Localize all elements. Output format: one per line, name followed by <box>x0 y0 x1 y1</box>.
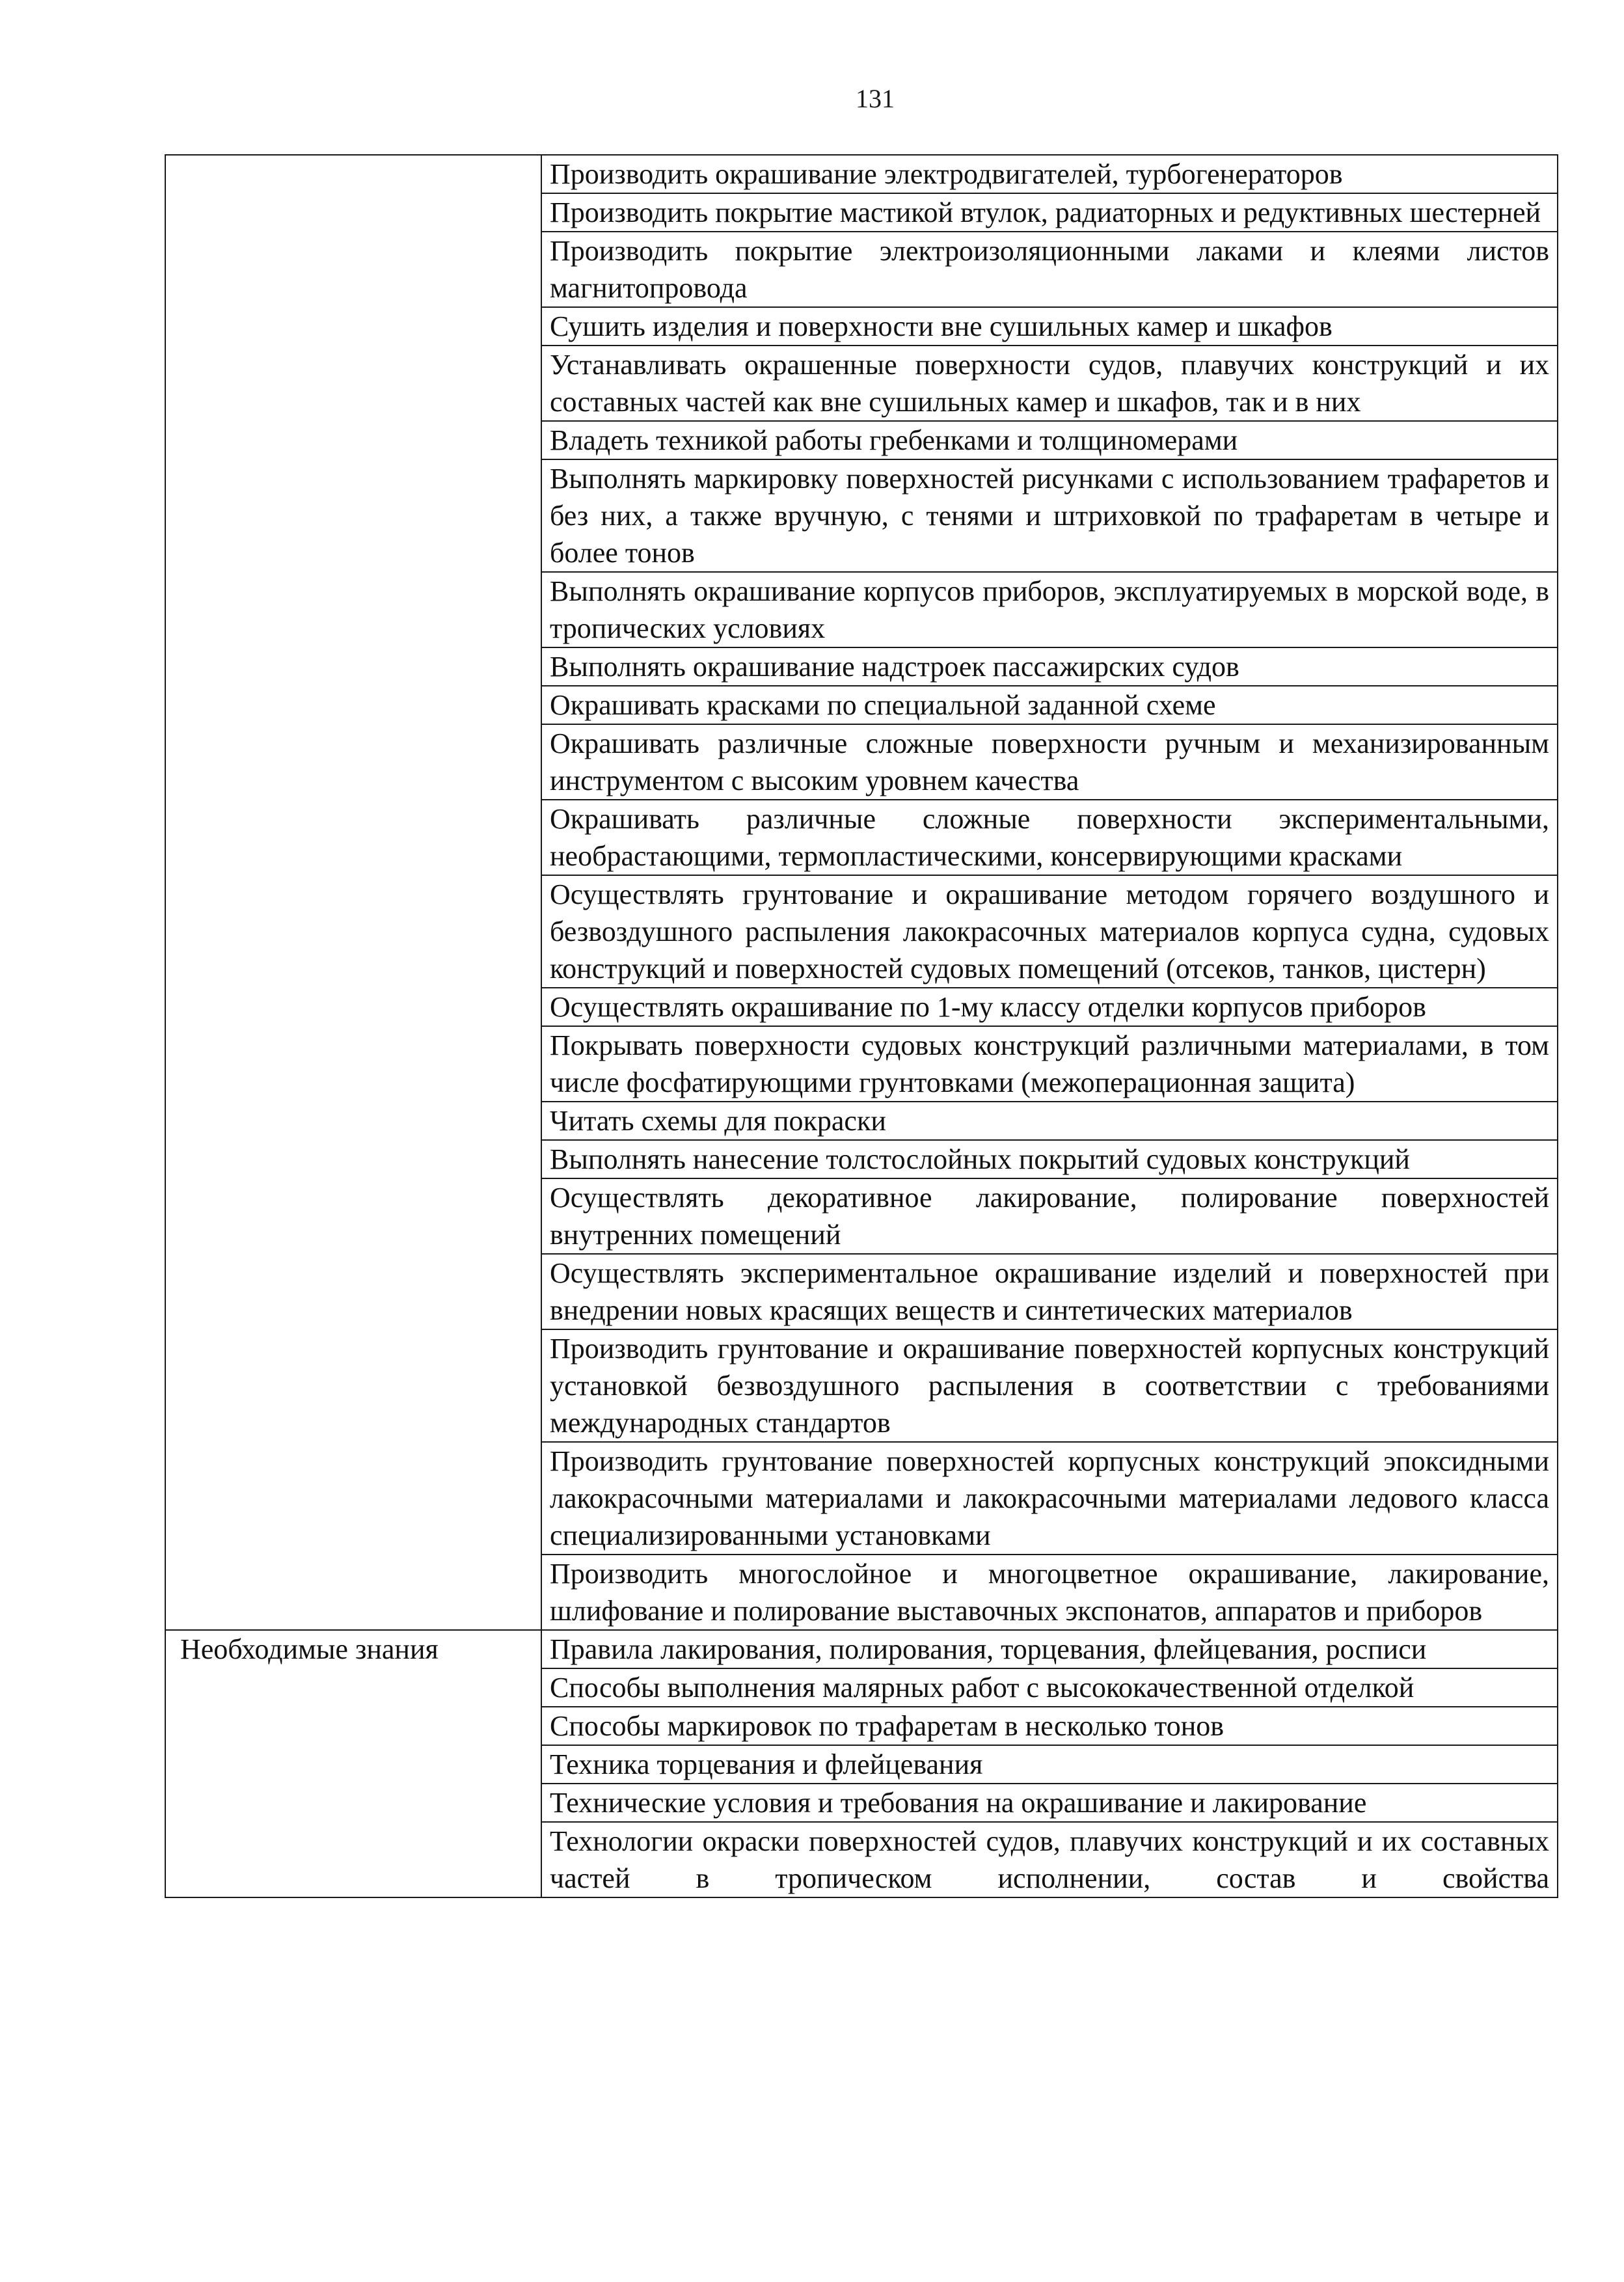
list-item: Производить многослойное и многоцветное окрашивание, лакирование, шлифование и полирование выставочных экспонатов, аппаратов и приборов <box>541 1555 1558 1630</box>
list-item: Осуществлять грунтование и окрашивание методом горячего воздушного и безвоздушного распыления лакокрасочных материалов корпуса судна, судовых конструкций и поверхностей судовых помещений (отсеков, танков, цистерн) <box>541 875 1558 988</box>
section-label <box>165 155 541 1630</box>
list-item: Выполнять окрашивание корпусов приборов, эксплуатируемых в морской воде, в тропических условиях <box>541 572 1558 647</box>
list-item: Выполнять окрашивание надстроек пассажирских судов <box>541 647 1558 686</box>
list-item: Читать схемы для покраски <box>541 1102 1558 1140</box>
page-number: 131 <box>856 84 895 113</box>
list-item: Окрашивать красками по специальной заданной схеме <box>541 686 1558 724</box>
list-item: Производить грунтование поверхностей корпусных конструкций эпоксидными лакокрасочными материалами и лакокрасочными материалами ледового класса специализированными установками <box>541 1442 1558 1555</box>
list-item: Осуществлять окрашивание по 1-му классу отделки корпусов приборов <box>541 988 1558 1026</box>
list-item: Технические условия и требования на окрашивание и лакирование <box>541 1784 1558 1822</box>
list-item: Покрывать поверхности судовых конструкций различными материалами, в том числе фосфатирующими грунтовками (межоперационная защита) <box>541 1026 1558 1102</box>
list-item: Производить покрытие мастикой втулок, радиаторных и редуктивных шестерней <box>541 193 1558 232</box>
list-item: Технологии окраски поверхностей судов, плавучих конструкций и их составных частей в тропическом исполнении, состав и свойства <box>541 1822 1558 1897</box>
list-item: Правила лакирования, полирования, торцевания, флейцевания, росписи <box>541 1630 1558 1668</box>
list-item: Техника торцевания и флейцевания <box>541 1745 1558 1784</box>
list-item: Производить покрытие электроизоляционными лаками и клеями листов магнитопровода <box>541 232 1558 307</box>
list-item: Производить грунтование и окрашивание поверхностей корпусных конструкций установкой безвоздушного распыления в соответствии с требованиями международных стандартов <box>541 1329 1558 1442</box>
competency-table <box>165 154 1558 1898</box>
list-item: Способы выполнения малярных работ с высококачественной отделкой <box>541 1668 1558 1707</box>
list-item: Окрашивать различные сложные поверхности экспериментальными, необрастающими, термопластическими, консервирующими красками <box>541 800 1558 875</box>
list-item: Осуществлять декоративное лакирование, полирование поверхностей внутренних помещений <box>541 1178 1558 1254</box>
list-item: Производить окрашивание электродвигателей, турбогенераторов <box>541 155 1558 193</box>
list-item: Окрашивать различные сложные поверхности ручным и механизированным инструментом с высоким уровнем качества <box>541 724 1558 800</box>
list-item: Устанавливать окрашенные поверхности судов, плавучих конструкций и их составных частей как вне сушильных камер и шкафов, так и в них <box>541 346 1558 421</box>
table-row <box>165 1630 1558 1668</box>
list-item: Сушить изделия и поверхности вне сушильных камер и шкафов <box>541 307 1558 346</box>
list-item: Осуществлять экспериментальное окрашивание изделий и поверхностей при внедрении новых красящих веществ и синтетических материалов <box>541 1254 1558 1329</box>
list-item: Способы маркировок по трафаретам в несколько тонов <box>541 1707 1558 1745</box>
list-item: Выполнять маркировку поверхностей рисунками с использованием трафаретов и без них, а также вручную, с тенями и штриховкой по трафаретам в четыре и более тонов <box>541 459 1558 572</box>
table-row <box>165 155 1558 193</box>
section-label: Необходимые знания <box>165 1630 541 1897</box>
list-item: Владеть техникой работы гребенками и толщиномерами <box>541 421 1558 459</box>
list-item: Выполнять нанесение толстослойных покрытий судовых конструкций <box>541 1140 1558 1178</box>
